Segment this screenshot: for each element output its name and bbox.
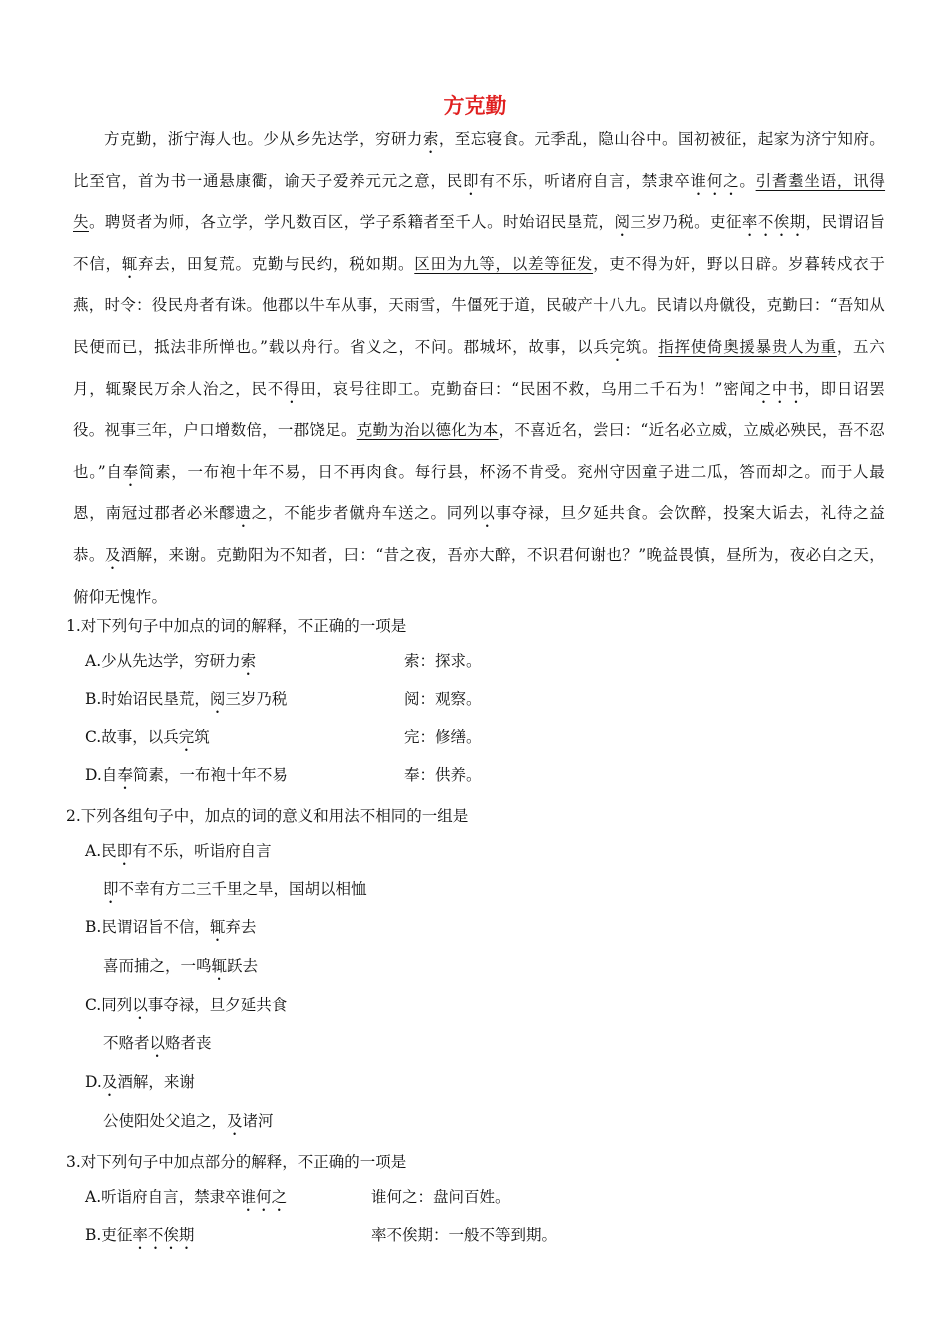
option-text: 公使阳处父追之， (103, 1112, 228, 1130)
question-1-option-d[interactable] (85, 763, 288, 793)
dotted-word: 及 (101, 1073, 118, 1091)
passage-segment: 酒解，来谢。克勤阳为不知者，曰：“昔之夜，吾亦大醉，不识君何谢也？”晚益畏慎，昼所为，夜必白之天，俯仰无愧怍。 (73, 545, 886, 606)
dotted-word: 即 (463, 171, 480, 190)
dotted-word: 期 (789, 213, 806, 232)
passage-segment: 田，哀号往即工。克勤奋曰：“民困不救，乌用二千石为！”密闻 (300, 379, 756, 398)
question-1-option-a[interactable] (85, 649, 256, 679)
dotted-word: 以 (132, 996, 148, 1014)
option-text: 诸河 (242, 1112, 274, 1130)
passage-segment: 弃去，田复荒。克勤与民约，税如期。 (138, 254, 415, 273)
dotted-word: 中 (771, 379, 789, 398)
dotted-word: 得 (283, 379, 301, 398)
underlined-sentence: 指挥使倚奥援暴贵人为重 (658, 337, 837, 356)
option-text: B.时始诏民垦荒， (85, 690, 210, 708)
dotted-word: 奉 (117, 766, 133, 784)
question-2-option-c-pair (103, 1031, 212, 1061)
page-title: 方克勤 (443, 94, 507, 118)
option-text: 赂者丧 (165, 1034, 212, 1052)
passage-segment: 之，不能步者僦舟车送之。同列 (251, 504, 480, 523)
dotted-word: 索 (422, 130, 439, 148)
question-2-option-b-pair (103, 954, 258, 984)
option-text: 筑 (194, 728, 210, 746)
option-text: 不赂者 (103, 1034, 150, 1052)
question-3-option-a-gloss: 谁何之：盘问百姓。 (371, 1188, 511, 1206)
option-text: 有不乐，听诣府自言 (132, 842, 272, 860)
option-text: D. (85, 1073, 102, 1091)
dotted-word: 索 (240, 652, 257, 670)
option-text: A.听诣府自言，禁隶卒 (85, 1188, 241, 1206)
dotted-word: 率 (741, 213, 758, 232)
passage-segment: 简素，一布袍十年不易，日不再肉食。每行县，杯汤不肯受。兖州守因童子进二瓜，答而却之。而于人最恩，南冠过郡者必米醪 (73, 462, 885, 523)
underlined-sentence: 引耆耋坐语，讯得失 (73, 171, 886, 232)
dotted-word: 谁 (690, 171, 707, 190)
dotted-word: 何 (706, 171, 724, 190)
dotted-word: 奉 (122, 462, 139, 481)
option-text: 三岁乃税 (225, 690, 288, 708)
question-3-option-b[interactable] (85, 1223, 194, 1253)
dotted-word: 俟 (773, 213, 790, 232)
dotted-word: 阅 (614, 213, 631, 232)
passage-segment: ，不喜近名，尝曰：“近名必立威，立威必殃民，吾不忍也。”自 (73, 421, 885, 481)
dotted-word: 辄 (209, 918, 226, 936)
question-1-stem: 1.对下列句子中加点的词的解释，不正确的一项是 (66, 617, 407, 635)
underlined-sentence: 区田为九等，以差等征发 (414, 254, 594, 273)
option-text: C.故事，以兵 (85, 728, 179, 746)
passage-text (73, 119, 885, 618)
passage-segment: ，吏不得为奸，野以日辟。岁暮转戍衣于燕，时令：役民舟者有诛。他郡以牛车从事，天雨雪，牛僵死于道，民破产十八九。民请以舟僦役，克勤曰：“吾知从民便而已，抵法非所惮也。”载以舟行。省义之，不问。郡城坏，故事，以兵 (73, 254, 886, 356)
dotted-word: 及 (227, 1112, 243, 1130)
option-text: 喜而捕之，一鸣 (103, 957, 212, 975)
passage-segment: ，即日诏罢役。视事三年，户口增数倍，一郡饶足。 (73, 379, 885, 440)
option-text: D.自 (85, 766, 118, 784)
question-1-option-b[interactable] (85, 687, 287, 717)
dotted-word: 遗 (235, 504, 252, 523)
dotted-word: 谁何之 (240, 1188, 288, 1206)
dotted-word: 完 (609, 337, 626, 356)
question-2-option-a-pair (103, 877, 367, 907)
dotted-word: 不 (757, 213, 774, 232)
option-text: 跃去 (227, 957, 259, 975)
dotted-word: 率不俟期 (132, 1226, 195, 1244)
question-2-option-c[interactable] (85, 993, 287, 1023)
option-text: C.同列 (85, 996, 133, 1014)
dotted-word: 之 (723, 171, 740, 190)
passage-segment: 事夺禄，旦夕延共食。会饮醉，投案大诟去，礼待之益恭。 (73, 504, 886, 564)
dotted-word: 书 (788, 379, 805, 398)
option-text: 不幸有方二三千里之旱，国胡以相恤 (118, 880, 367, 898)
dotted-word: 即 (116, 842, 133, 860)
question-1-option-b-gloss: 阅：观察。 (404, 690, 482, 708)
underlined-sentence: 克勤为治以德化为本 (356, 421, 499, 440)
passage-segment: 。聘贤者为师，各立学，学凡数百区，学子系籍者至千人。时始诏民垦荒， (88, 213, 615, 232)
passage-segment: ，至忘寝食。元季乱，隐山谷中。国初被征，起家为济宁知府。比至官，首为书一通悬康衢，谕天子爱养元元之意，民 (73, 130, 885, 190)
question-2-option-d[interactable] (85, 1070, 195, 1100)
option-text: A.民 (85, 842, 117, 860)
question-3-option-a[interactable] (85, 1185, 287, 1215)
option-text: 酒解，来谢 (117, 1073, 195, 1091)
dotted-word: 之 (755, 379, 772, 398)
option-text: 事夺禄，旦夕延共食 (147, 996, 288, 1014)
dotted-word: 辄 (211, 957, 228, 975)
passage-segment: ，五六月，辄聚民万余人治之，民不 (73, 337, 885, 398)
question-1-option-c-gloss: 完：修缮。 (404, 728, 482, 746)
question-1-option-a-gloss: 索：探求。 (404, 652, 482, 670)
passage-segment: 三岁乃税。吏征 (630, 213, 742, 232)
question-3-option-b-gloss: 率不俟期：一般不等到期。 (371, 1226, 558, 1244)
passage-segment: 。 (739, 171, 756, 190)
option-text: B.民谓诏旨不信， (85, 918, 210, 936)
option-text: 弃去 (225, 918, 257, 936)
option-text: 简素，一布袍十年不易 (132, 766, 288, 784)
dotted-word: 及 (104, 545, 121, 564)
dotted-word: 即 (103, 880, 119, 898)
option-text: A.少从先达学，穷研力 (85, 652, 241, 670)
dotted-word: 以 (479, 504, 496, 523)
passage-segment: 有不乐，听诸府自言，禁隶卒 (479, 171, 691, 190)
dotted-word: 辄 (121, 254, 139, 273)
passage-segment: 方克勤，浙宁海人也。少从乡先达学，穷研力 (104, 130, 423, 148)
question-1-option-c[interactable] (85, 725, 210, 755)
question-2-option-b[interactable] (85, 915, 256, 945)
question-2-option-a[interactable] (85, 839, 272, 869)
question-2-stem: 2.下列各组句子中，加点的词的意义和用法不相同的一组是 (66, 807, 469, 825)
dotted-word: 阅 (209, 690, 226, 708)
passage-segment: 筑。 (625, 337, 659, 356)
option-text: B.吏征 (85, 1226, 133, 1244)
question-3-stem: 3.对下列句子中加点部分的解释，不正确的一项是 (66, 1153, 407, 1171)
question-2-option-d-pair (103, 1109, 274, 1139)
passage-segment: ，民谓诏旨不信， (73, 213, 886, 273)
dotted-word: 以 (149, 1034, 166, 1052)
dotted-word: 完 (178, 728, 195, 746)
question-1-option-d-gloss: 奉：供养。 (404, 766, 482, 784)
